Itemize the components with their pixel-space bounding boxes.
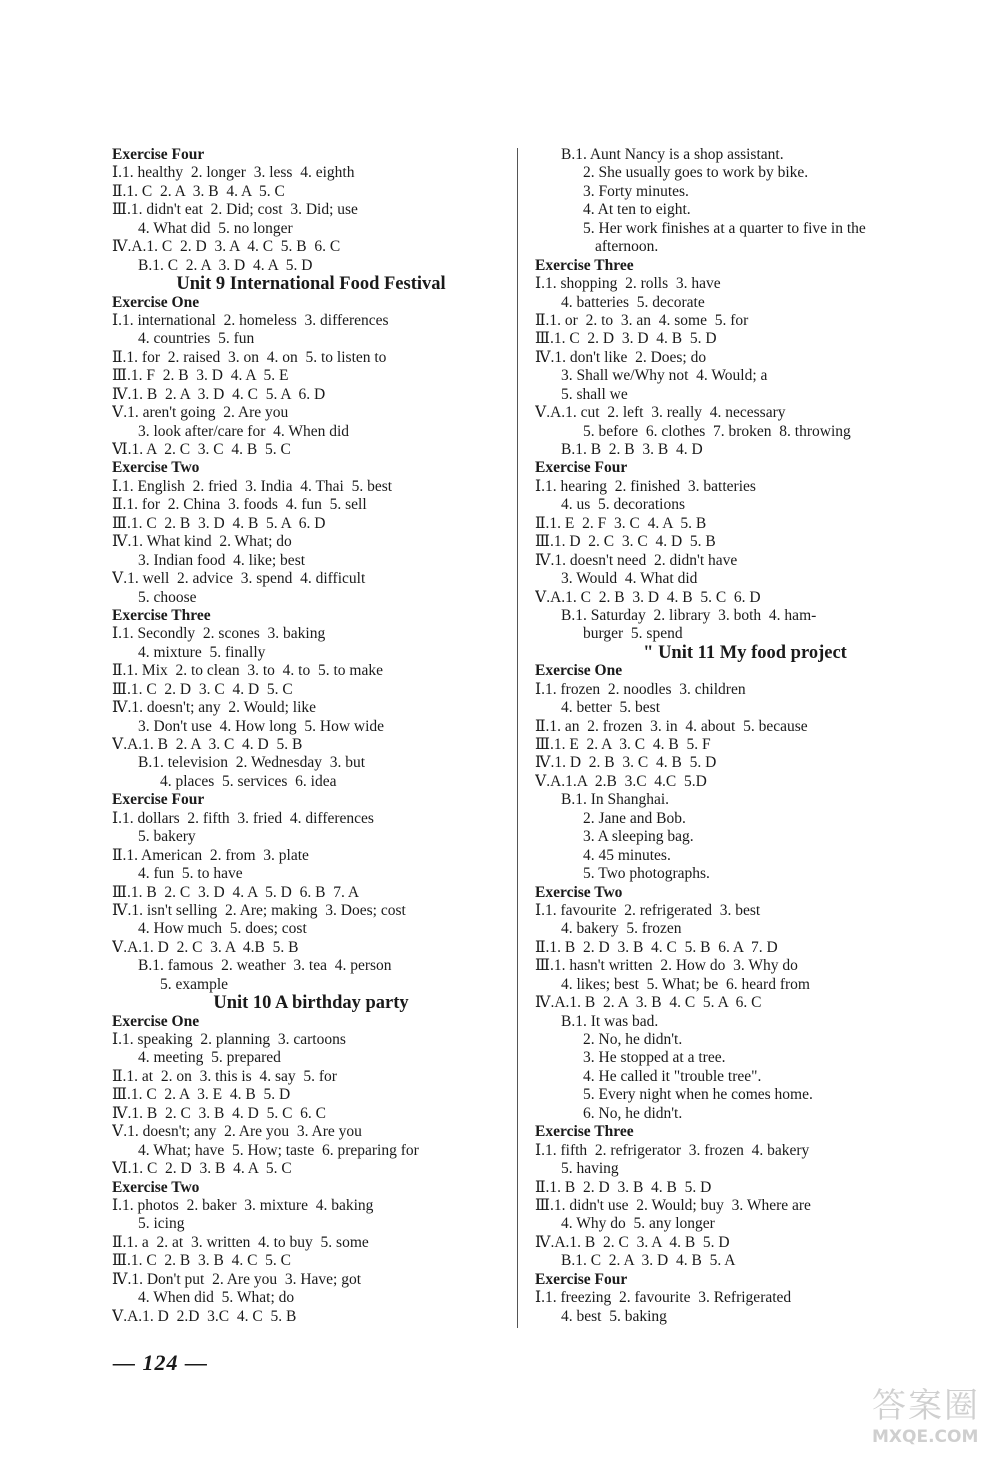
answer-line: B.1. In Shanghai. <box>561 791 670 809</box>
answer-line: 5. choose <box>138 588 197 606</box>
answer-line: 3. Forty minutes. <box>583 182 689 200</box>
answer-line: Ⅱ.1. E 2. F 3. C 4. A 5. B <box>535 514 707 532</box>
answer-line: Ⅰ.1. frozen 2. noodles 3. children <box>535 680 746 698</box>
answer-line: 4. us 5. decorations <box>561 496 685 514</box>
answer-line: Ⅱ.1. C 2. A 3. B 4. A 5. C <box>112 182 285 200</box>
exercise-heading: Exercise One <box>112 293 200 311</box>
answer-line: Ⅲ.1. C 2. D 3. D 4. B 5. D <box>535 330 717 348</box>
answer-line: Ⅴ.A.1.A 2.B 3.C 4.C 5.D <box>535 772 707 790</box>
answer-line: 3. Shall we/Why not 4. Would; a <box>561 367 768 385</box>
answer-line: Ⅳ.1. don't like 2. Does; do <box>535 348 707 366</box>
watermark-text: 答案圈 <box>872 1386 980 1426</box>
answer-line: B.1. famous 2. weather 3. tea 4. person <box>138 957 392 975</box>
answer-line: 4. better 5. best <box>561 699 661 717</box>
answer-line: Ⅱ.1. for 2. raised 3. on 4. on 5. to listen to <box>112 348 387 366</box>
answer-line: Ⅰ.1. international 2. homeless 3. differences <box>112 311 389 329</box>
answer-line: 2. Jane and Bob. <box>583 809 686 827</box>
answer-line: 3. Don't use 4. How long 5. How wide <box>138 717 385 735</box>
answer-line: 5. bakery <box>138 828 196 846</box>
page-number: — 124 — <box>113 1350 208 1375</box>
answer-line: 2. No, he didn't. <box>583 1031 683 1048</box>
answer-line: Ⅴ.1. aren't going 2. Are you <box>112 404 289 422</box>
answer-line: Ⅰ.1. English 2. fried 3. India 4. Thai 5. best <box>112 477 393 495</box>
exercise-heading: Exercise Two <box>112 1178 200 1196</box>
answer-line: afternoon. <box>595 238 659 256</box>
exercise-heading: Exercise Two <box>112 459 200 477</box>
answer-line: 4. 45 minutes. <box>583 846 671 864</box>
exercise-heading: Exercise Three <box>535 256 634 274</box>
unit-title: Unit 10 A birthday party <box>213 994 409 1013</box>
answer-line: 3. A sleeping bag. <box>583 828 694 846</box>
answer-line: Ⅰ.1. healthy 2. longer 3. less 4. eighth <box>112 164 355 182</box>
answer-line: Ⅱ.1. a 2. at 3. written 4. to buy 5. some <box>112 1233 369 1251</box>
answer-line: 4. likes; best 5. What; be 6. heard from <box>561 975 810 993</box>
answer-line: Ⅴ.A.1. D 2.D 3.C 4. C 5. B <box>112 1307 297 1325</box>
answer-line: Ⅳ.1. Don't put 2. Are you 3. Have; got <box>112 1270 362 1288</box>
answer-line: Ⅴ.A.1. D 2. C 3. A 4.B 5. B <box>112 938 299 956</box>
answer-line: 4. He called it "trouble tree". <box>583 1067 762 1085</box>
answer-line: 3. Indian food 4. like; best <box>138 551 306 569</box>
answer-line: 5. Every night when he comes home. <box>583 1086 813 1104</box>
answer-line: Ⅳ.1. D 2. B 3. C 4. B 5. D <box>535 754 717 772</box>
answer-line: 5. example <box>160 975 229 993</box>
left-column <box>112 146 510 1326</box>
answer-line: Ⅲ.1. C 2. A 3. E 4. B 5. D <box>112 1086 291 1104</box>
answer-line: 4. bakery 5. frozen <box>561 920 682 938</box>
answer-line: Ⅱ.1. an 2. frozen 3. in 4. about 5. because <box>535 717 808 735</box>
answer-line: Ⅱ.1. B 2. D 3. B 4. B 5. D <box>535 1178 712 1196</box>
answer-line: 5. Her work finishes at a quarter to five in the <box>583 219 866 237</box>
answer-line: Ⅲ.1. C 2. D 3. C 4. D 5. C <box>112 680 293 698</box>
answer-line: B.1. television 2. Wednesday 3. but <box>138 754 366 772</box>
answer-line: 3. He stopped at a tree. <box>583 1049 726 1067</box>
answer-line: Ⅰ.1. dollars 2. fifth 3. fried 4. differences <box>112 809 374 827</box>
exercise-heading: Exercise Three <box>535 1123 634 1141</box>
answer-line: Ⅲ.1. C 2. B 3. D 4. B 5. A 6. D <box>112 514 326 532</box>
exercise-heading: Exercise Four <box>535 459 628 477</box>
unit-title: " Unit 11 My food project <box>643 643 847 663</box>
answer-line: 4. At ten to eight. <box>583 201 691 219</box>
answer-line: 5. before 6. clothes 7. broken 8. throwing <box>583 422 851 440</box>
answer-line: Ⅰ.1. Secondly 2. scones 3. baking <box>112 625 326 643</box>
answer-line: Ⅴ.1. doesn't; any 2. Are you 3. Are you <box>112 1123 362 1141</box>
answer-line: Ⅴ.A.1. B 2. A 3. C 4. D 5. B <box>112 736 303 753</box>
answer-line: Ⅲ.1. didn't use 2. Would; buy 3. Where are <box>535 1196 811 1214</box>
answer-line: Ⅲ.1. D 2. C 3. C 4. D 5. B <box>535 533 716 551</box>
answer-line: Ⅰ.1. freezing 2. favourite 3. Refrigerated <box>535 1289 792 1307</box>
answer-line: burger 5. spend <box>583 625 683 643</box>
answer-line: 3. look after/care for 4. When did <box>138 422 350 440</box>
answer-line: 4. Why do 5. any longer <box>561 1215 715 1233</box>
answer-line: Ⅳ.1. B 2. A 3. D 4. C 5. A 6. D <box>112 385 326 403</box>
exercise-heading: Exercise One <box>112 1012 200 1030</box>
answer-line: B.1. Saturday 2. library 3. both 4. ham- <box>561 606 817 624</box>
answer-line: B.1. It was bad. <box>561 1012 659 1030</box>
answer-line: 5. icing <box>138 1215 185 1233</box>
answer-line: Ⅲ.1. hasn't written 2. How do 3. Why do <box>535 957 798 975</box>
answer-line: Ⅰ.1. favourite 2. refrigerated 3. best <box>535 901 761 919</box>
answer-line: 4. best 5. baking <box>561 1307 667 1325</box>
answer-line: Ⅰ.1. fifth 2. refrigerator 3. frozen 4. bakery <box>535 1141 810 1159</box>
answer-line: Ⅲ.1. didn't eat 2. Did; cost 3. Did; use <box>112 201 358 219</box>
answer-line: B.1. B 2. B 3. B 4. D <box>561 441 703 458</box>
answer-line: 5. Two photographs. <box>583 865 710 883</box>
answer-line: Ⅲ.1. C 2. B 3. B 4. C 5. C <box>112 1252 292 1270</box>
answer-line: Ⅰ.1. shopping 2. rolls 3. have <box>535 275 721 293</box>
answer-line: Ⅱ.1. Mix 2. to clean 3. to 4. to 5. to make <box>112 662 383 680</box>
answer-line: Ⅲ.1. B 2. C 3. D 4. A 5. D 6. B 7. A <box>112 883 360 901</box>
answer-line: Ⅳ.A.1. B 2. A 3. B 4. C 5. A 6. C <box>535 994 762 1012</box>
exercise-heading: Exercise Four <box>112 146 205 163</box>
answer-line: 3. Would 4. What did <box>561 570 698 588</box>
answer-line: Ⅳ.A.1. C 2. D 3. A 4. C 5. B 6. C <box>112 238 341 256</box>
answer-line: Ⅱ.1. B 2. D 3. B 4. C 5. B 6. A 7. D <box>535 938 778 956</box>
answer-line: 4. What did 5. no longer <box>138 219 293 237</box>
exercise-heading: Exercise Three <box>112 606 211 624</box>
answer-line: B.1. C 2. A 3. D 4. B 5. A <box>561 1252 736 1270</box>
answer-line: Ⅲ.1. F 2. B 3. D 4. A 5. E <box>112 367 289 385</box>
watermark-url: MXQE.COM <box>872 1427 979 1447</box>
unit-title: Unit 9 International Food Festival <box>176 275 446 294</box>
answer-line: 5. having <box>561 1160 619 1178</box>
answer-line: Ⅳ.1. doesn't need 2. didn't have <box>535 551 738 569</box>
answer-line: Ⅱ.1. American 2. from 3. plate <box>112 846 309 864</box>
answer-line: Ⅱ.1. for 2. China 3. foods 4. fun 5. sell <box>112 496 367 514</box>
answer-line: 4. When did 5. What; do <box>138 1289 295 1307</box>
answer-line: 4. meeting 5. prepared <box>138 1049 281 1067</box>
answer-line: Ⅴ.1. well 2. advice 3. spend 4. difficult <box>112 570 366 588</box>
answer-line: Ⅳ.A.1. B 2. C 3. A 4. B 5. D <box>535 1233 730 1251</box>
answer-line: B.1. C 2. A 3. D 4. A 5. D <box>138 256 313 274</box>
answer-line: Ⅵ.1. A 2. C 3. C 4. B 5. C <box>112 441 291 458</box>
answer-line: Ⅳ.1. What kind 2. What; do <box>112 533 292 551</box>
answer-line: Ⅰ.1. hearing 2. finished 3. batteries <box>535 477 756 495</box>
answer-line: Ⅴ.A.1. cut 2. left 3. really 4. necessary <box>535 404 786 422</box>
exercise-heading: Exercise One <box>535 662 623 680</box>
right-column <box>535 146 955 1326</box>
answer-line: Ⅰ.1. photos 2. baker 3. mixture 4. baking <box>112 1196 374 1214</box>
answer-line: 4. mixture 5. finally <box>138 643 266 661</box>
exercise-heading: Exercise Four <box>535 1270 628 1288</box>
answer-line: Ⅱ.1. at 2. on 3. this is 4. say 5. for <box>112 1067 337 1085</box>
answer-line: Ⅳ.1. B 2. C 3. B 4. D 5. C 6. C <box>112 1104 326 1122</box>
answer-line: Ⅳ.1. doesn't; any 2. Would; like <box>112 699 317 717</box>
answer-line: 4. How much 5. does; cost <box>138 920 307 938</box>
answer-line: Ⅲ.1. E 2. A 3. C 4. B 5. F <box>535 736 711 753</box>
answer-line: Ⅳ.1. isn't selling 2. Are; making 3. Does; cost <box>112 901 406 919</box>
answer-line: Ⅵ.1. C 2. D 3. B 4. A 5. C <box>112 1160 292 1178</box>
answer-line: Ⅱ.1. or 2. to 3. an 4. some 5. for <box>535 311 749 329</box>
answer-line: Ⅴ.A.1. C 2. B 3. D 4. B 5. C 6. D <box>535 588 761 606</box>
exercise-heading: Exercise Four <box>112 791 205 809</box>
answer-line: B.1. Aunt Nancy is a shop assistant. <box>561 146 784 163</box>
answer-line: Ⅰ.1. speaking 2. planning 3. cartoons <box>112 1031 346 1048</box>
answer-line: 2. She usually goes to work by bike. <box>583 164 809 182</box>
column-divider <box>517 148 518 1328</box>
answer-line: 4. places 5. services 6. idea <box>160 772 337 790</box>
watermark-logo <box>872 1378 992 1456</box>
answer-line: 4. fun 5. to have <box>138 865 243 883</box>
answer-line: 4. countries 5. fun <box>138 330 255 348</box>
exercise-heading: Exercise Two <box>535 883 623 901</box>
answer-line: 4. batteries 5. decorate <box>561 293 705 311</box>
answer-line: 6. No, he didn't. <box>583 1104 683 1122</box>
answer-line: 4. What; have 5. How; taste 6. preparing for <box>138 1141 419 1159</box>
answer-line: 5. shall we <box>561 385 628 403</box>
